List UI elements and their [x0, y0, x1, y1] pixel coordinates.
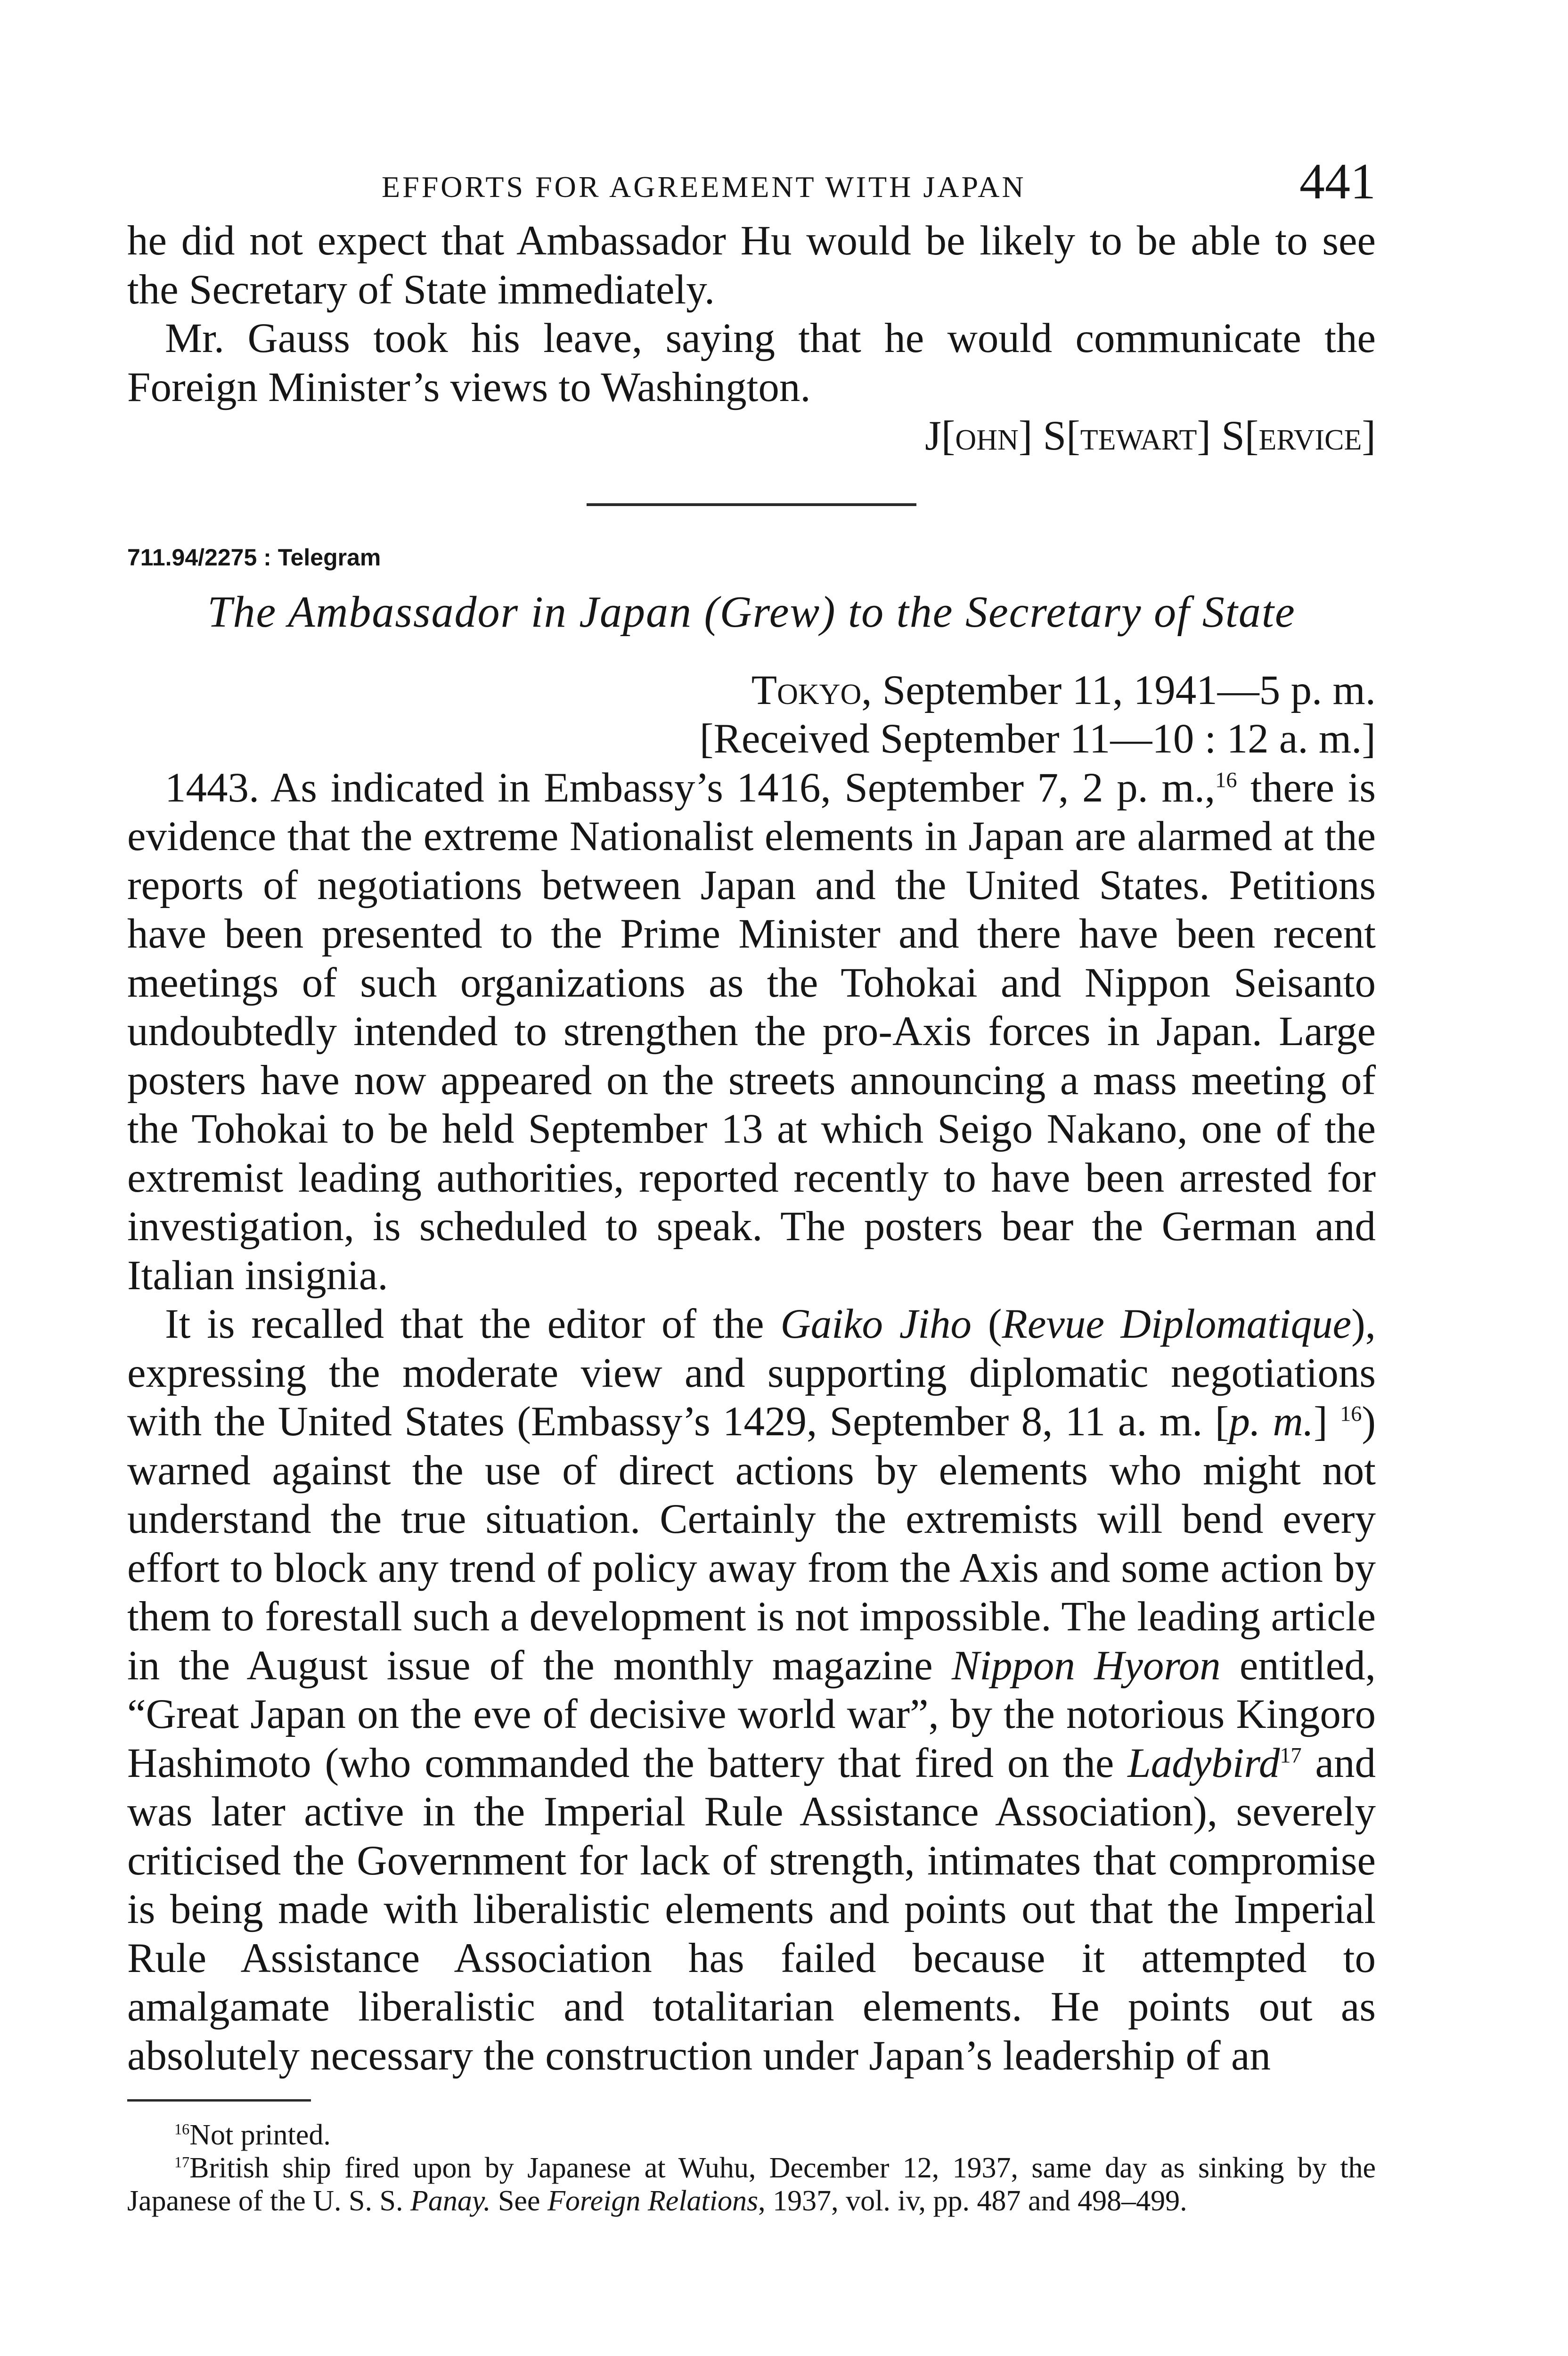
footnote-text: See	[490, 2185, 547, 2217]
text: there is evidence that the extreme Nationalist elements in Japan are alarmed at the reports of negotiations between Japan and the United States. Petitions have been presented to the Prime Minister and there have been recent meetings of such organizations as the Tohokai and Nippon Seisanto undoubtedly intended to strengthen the pro-Axis forces in Japan. Large posters have now appeared on the streets announcing a mass meeting of the Tohokai to be held September 13 at which Seigo Nakano, one of the extremist leading authorities, reported recently to have been arrested for investigation, is scheduled to speak. The posters bear the German and Italian insignia.	[127, 764, 1376, 1299]
section-divider	[587, 503, 916, 506]
footnote-mark: 17	[174, 2153, 190, 2171]
gauss-paragraph: Mr. Gauss took his leave, saying that he would communicate the Foreign Minister’s views to Washington.	[127, 315, 1376, 410]
footnote-mark: 16	[174, 2120, 190, 2138]
page-header	[127, 151, 1376, 217]
publication-title: Gaiko Jiho	[780, 1301, 972, 1347]
text: ) warned against the use of direct actions by elements who might not understand the true situation. Certainly the extremists will bend every effort to block any trend of policy away from the Axis and some action by them to forestall such a development is not impossible. The leading article in the August issue of the monthly magazine	[127, 1399, 1376, 1689]
file-reference: 711.94/2275 : Telegram	[127, 544, 381, 571]
text: (	[972, 1301, 1002, 1347]
dateline-received: [Received September 11—10 : 12 a. m.]	[699, 716, 1376, 762]
editorial-correction: p. m.	[1229, 1399, 1314, 1445]
text: 1443. As indicated in Embassy’s 1416, September 7, 2 p. m.,	[165, 764, 1216, 811]
footnote-ref: 16	[1340, 1402, 1362, 1426]
publication-title: Revue Diplomatique	[1002, 1301, 1352, 1347]
document-title	[127, 586, 1376, 638]
footnote-text: , 1937, vol. iv, pp. 487 and 498–499.	[758, 2185, 1187, 2217]
footnote-ref: 16	[1215, 768, 1237, 792]
continuation-paragraph: he did not expect that Ambassador Hu would be likely to be able to see the Secretary of State immediately.	[127, 218, 1376, 313]
text: ]	[1314, 1399, 1340, 1445]
ship-name: Panay.	[410, 2185, 491, 2217]
telegram-paragraph-2	[127, 1300, 1376, 2080]
page-number: 441	[1299, 154, 1376, 210]
footnote-16	[127, 2119, 1376, 2151]
title-part: ) to the Secretary of State	[820, 587, 1296, 637]
document-page	[127, 151, 1376, 2217]
footnote-divider	[127, 2099, 311, 2102]
text: It is recalled that the editor of the	[165, 1301, 781, 1347]
title-sender-name: Grew	[719, 587, 821, 637]
dateline-place: Tokyo	[751, 667, 862, 713]
dateline-date: , September 11, 1941—5 p. m.	[861, 667, 1376, 713]
footnote-17	[127, 2151, 1376, 2217]
footnote-ref: 17	[1280, 1743, 1302, 1767]
dateline-sent	[127, 666, 1376, 715]
title-part: The Ambassador in Japan (	[207, 587, 720, 637]
publication-title: Foreign Relations	[547, 2185, 759, 2217]
signature: J[ohn] S[tewart] S[ervice]	[925, 413, 1376, 459]
dateline	[127, 666, 1376, 764]
footnote-text: British ship fired upon by Japanese at Wuhu, December 12, 1937, same day as sinking by the Japanese of the U. S. S.	[127, 2152, 1376, 2217]
footnote-text: Not printed.	[189, 2119, 331, 2151]
ship-name: Ladybird	[1127, 1740, 1280, 1786]
text: and was later active in the Imperial Rule Assistance Association), severely criticised the Government for lack of strength, intimates that compromise is being made with liberalistic elements and points out that the Imperial Rule Assistance Association has failed because it attempted to amalgamate liberalistic and totalitarian elements. He points out as absolutely necessary the construction under Japan’s leadership of an	[127, 1740, 1376, 2079]
running-head: EFFORTS FOR AGREEMENT WITH JAPAN	[382, 170, 1026, 204]
text: ), expressing the moderate view and supporting diplomatic negotiations with the United States (Embassy’s 1429, September 8, 11 a. m. [	[127, 1301, 1376, 1445]
text: entitled, “Great Japan on the eve of decisive world war”, by the notorious Kingoro Hashimoto (who commanded the battery that fired on the	[127, 1642, 1376, 1786]
telegram-paragraph-1	[127, 764, 1376, 1301]
publication-title: Nippon Hyoron	[951, 1642, 1221, 1689]
